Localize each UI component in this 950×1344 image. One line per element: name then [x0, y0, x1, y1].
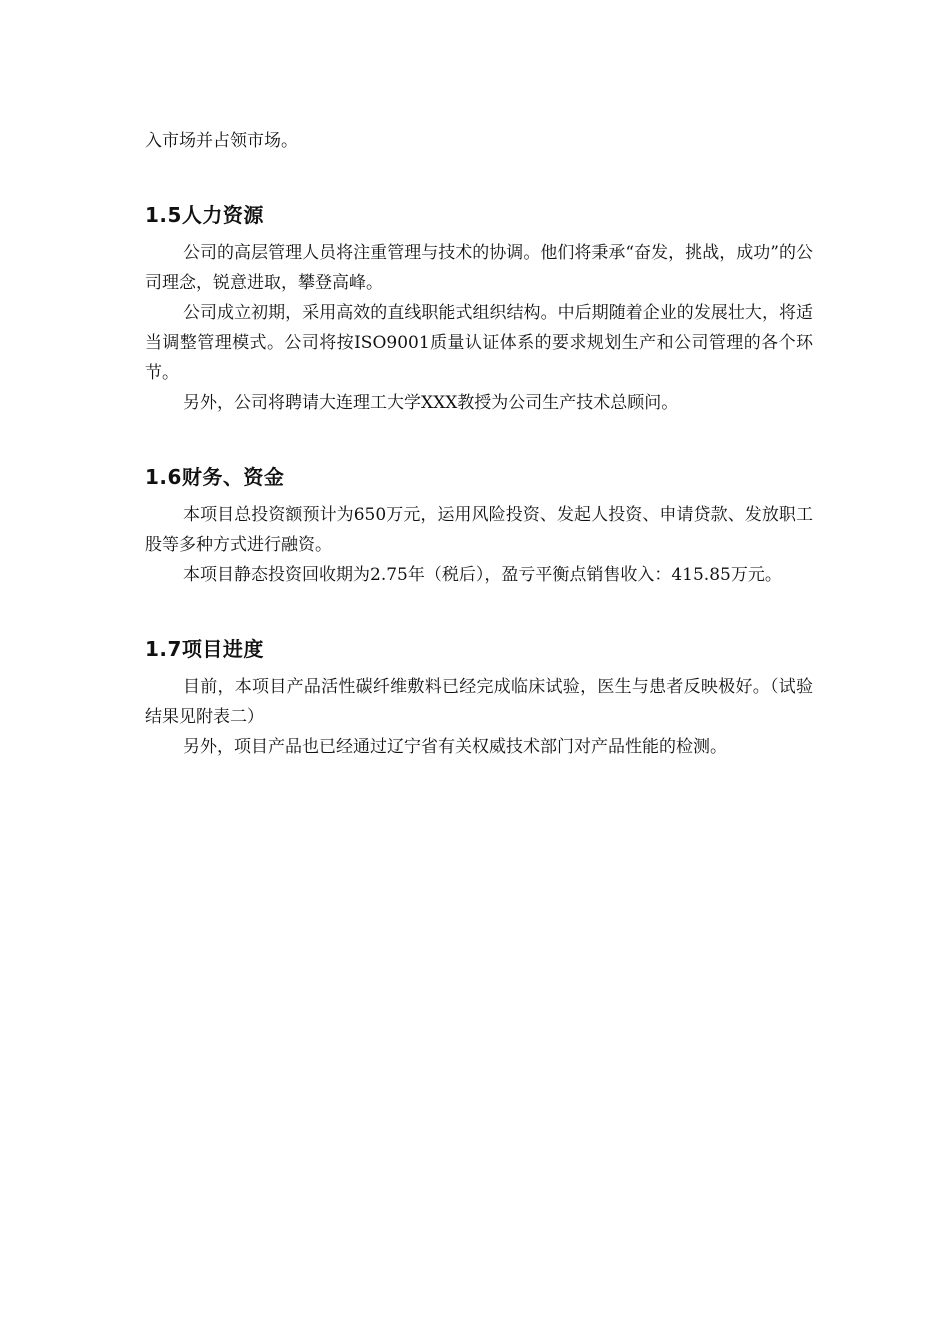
document-body [145, 126, 813, 762]
section-heading-finance: 1.6财务、资金 [145, 465, 285, 489]
paragraph-management-philosophy: 公司的高层管理人员将注重管理与技术的协调。他们将秉承“奋发，挑战，成功”的公司理念，锐意进取，攀登高峰。 [145, 243, 813, 293]
paragraph-technical-advisor: 另外，公司将聘请大连理工大学XXX教授为公司生产技术总顾问。 [183, 393, 679, 413]
section-heading-project-progress: 1.7项目进度 [145, 637, 264, 661]
paragraph-payback-period: 本项目静态投资回收期为2.75年（税后），盈亏平衡点销售收入：415.85万元。 [183, 565, 782, 585]
paragraph-total-investment: 本项目总投资额预计为650万元，运用风险投资、发起人投资、申请贷款、发放职工股等多种方式进行融资。 [145, 505, 813, 555]
section-heading-human-resources: 1.5人力资源 [145, 203, 264, 227]
intro-continuation-text: 入市场并占领市场。 [145, 131, 298, 151]
paragraph-product-testing: 另外，项目产品也已经通过辽宁省有关权威技术部门对产品性能的检测。 [183, 737, 727, 757]
paragraph-clinical-trial: 目前，本项目产品活性碳纤维敷料已经完成临床试验，医生与患者反映极好。（试验结果见附表二） [145, 677, 813, 727]
paragraph-organization-structure: 公司成立初期，采用高效的直线职能式组织结构。中后期随着企业的发展壮大，将适当调整管理模式。公司将按ISO9001质量认证体系的要求规划生产和公司管理的各个环节。 [145, 303, 813, 383]
